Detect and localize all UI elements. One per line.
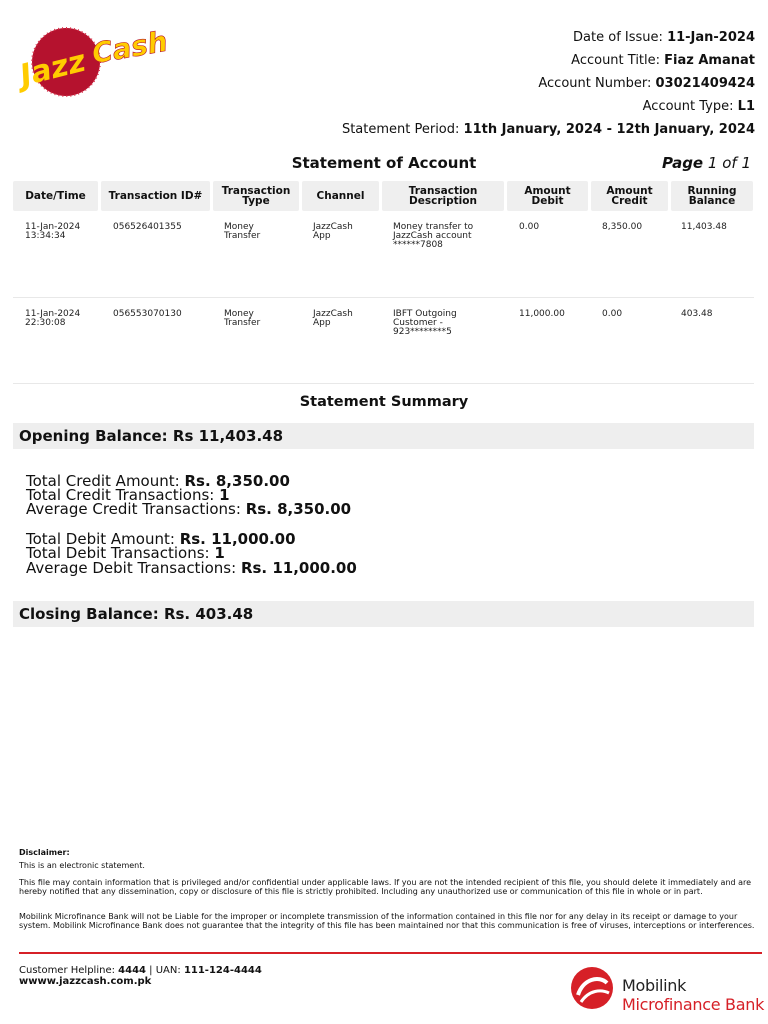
disclaimer-heading: Disclaimer:	[19, 848, 70, 857]
cell-balance: 11,403.48	[681, 222, 727, 232]
website-link[interactable]: wwww.jazzcash.com.pk	[19, 976, 152, 987]
jazzcash-logo	[14, 14, 184, 98]
statement-title: Statement of Account	[291, 154, 477, 172]
cell-balance: 403.48	[681, 309, 713, 319]
svg-text:Jazz: Jazz	[16, 43, 90, 94]
header-channel: Channel	[302, 181, 379, 211]
mobilink-bank-logo-icon	[569, 965, 615, 1011]
account-info	[342, 26, 755, 141]
cell-channel: JazzCash App	[313, 222, 353, 241]
header-transaction-id: Transaction ID#	[101, 181, 210, 211]
average-credit-transactions: Average Credit Transactions: Rs. 8,350.00	[26, 500, 352, 518]
cell-transaction-id: 056526401355	[113, 222, 182, 232]
cell-transaction-type: Money Transfer	[224, 222, 261, 241]
disclaimer-text-1: This is an electronic statement.	[19, 861, 145, 870]
table-bottom-divider	[13, 383, 754, 384]
customer-helpline: Customer Helpline: 4444 | UAN: 111-124-4444 wwww.jazzcash.com.pk	[19, 965, 262, 987]
cell-debit: 0.00	[519, 222, 540, 232]
total-credit-amount: Total Credit Amount: Rs. 8,350.00	[26, 472, 290, 490]
cell-channel: JazzCash App	[313, 309, 353, 328]
header-amount-credit: Amount Credit	[591, 181, 668, 211]
footer-divider	[19, 952, 762, 954]
average-debit-transactions: Average Debit Transactions: Rs. 11,000.00	[26, 559, 357, 577]
total-debit-amount: Total Debit Amount: Rs. 11,000.00	[26, 530, 296, 548]
opening-balance: Opening Balance: Rs 11,403.48	[13, 423, 754, 449]
statement-period: Statement Period: 11th January, 2024 - 12th January, 2024	[341, 122, 755, 137]
total-credit-transactions: Total Credit Transactions: 1	[26, 486, 230, 504]
page-number: Page 1 of 1	[662, 154, 751, 172]
svg-text:Cash: Cash	[89, 24, 170, 71]
header-transaction-type: Transaction Type	[213, 181, 299, 211]
closing-balance: Closing Balance: Rs. 403.48	[13, 601, 754, 627]
account-title: Account Title: Fiaz Amanat	[571, 53, 755, 68]
header-transaction-description: Transaction Description	[382, 181, 504, 211]
cell-date-time: 11-Jan-2024 13:34:34	[25, 222, 81, 241]
header-date-time: Date/Time	[13, 181, 98, 211]
cell-transaction-type: Money Transfer	[224, 309, 261, 328]
cell-description: Money transfer to JazzCash account ******7808	[393, 222, 474, 250]
cell-credit: 0.00	[602, 309, 623, 319]
summary-title: Statement Summary	[299, 394, 469, 410]
cell-transaction-id: 056553070130	[113, 309, 182, 319]
bank-name-line2: Microfinance Bank	[622, 995, 765, 1014]
cell-description: IBFT Outgoing Customer - 923********5	[393, 309, 457, 337]
account-number: Account Number: 03021409424	[538, 76, 755, 91]
disclaimer-text-2: This file may contain information that is privileged and/or confidential under applicable laws. If you are not the intended recipient of this file, you should delete it immediately and are hereby notified that any dissemination, copy or disclosure of this file is strictly prohibited. Including any unauthorized use or communication of this file in whole or in part.	[19, 878, 752, 896]
bank-name-line1: Mobilink	[622, 976, 687, 995]
disclaimer-text-3: Mobilink Microfinance Bank will not be Liable for the improper or incomplete transmission of the information contained in this file nor for any delay in its receipt or damage to your system. Mobilink Microfinance Bank does not guarantee that the integrity of this file has been maintained nor that this communication is free of viruses, interceptions or interferences.	[19, 912, 755, 930]
account-type: Account Type: L1	[642, 99, 755, 114]
total-debit-transactions: Total Debit Transactions: 1	[26, 544, 225, 562]
date-of-issue: Date of Issue: 11-Jan-2024	[573, 30, 755, 45]
header-running-balance: Running Balance	[671, 181, 753, 211]
cell-debit: 11,000.00	[519, 309, 565, 319]
cell-credit: 8,350.00	[602, 222, 643, 232]
cell-date-time: 11-Jan-2024 22:30:08	[25, 309, 81, 328]
row-divider	[13, 297, 754, 298]
header-amount-debit: Amount Debit	[507, 181, 588, 211]
